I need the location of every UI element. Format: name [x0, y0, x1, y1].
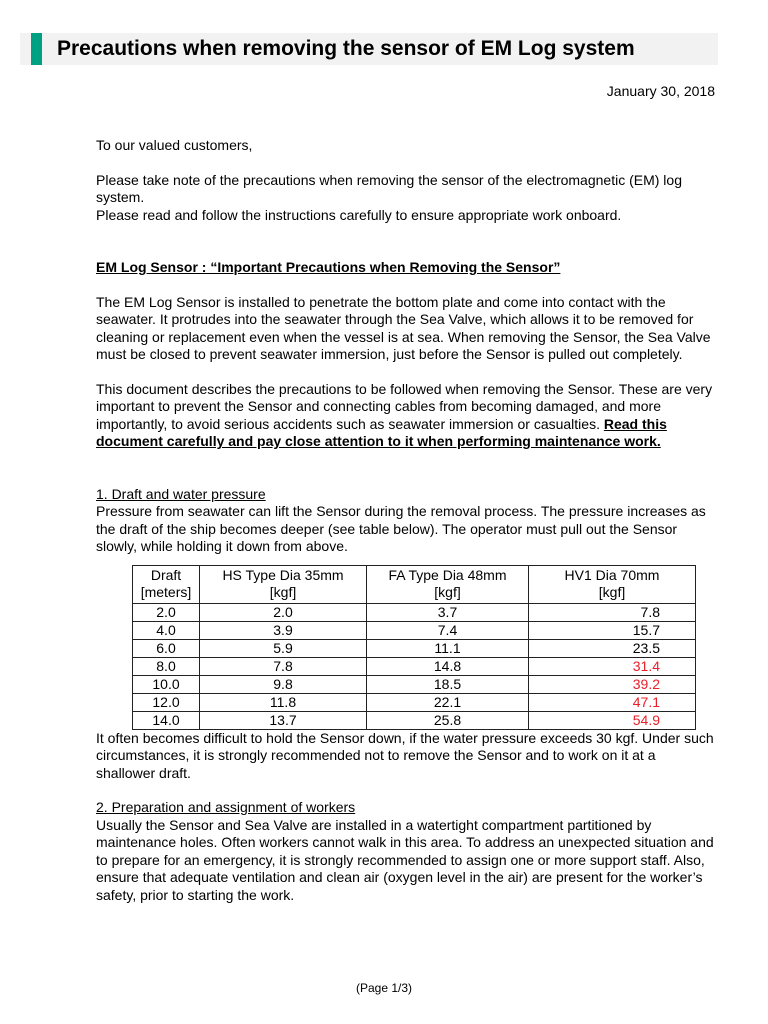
table-row	[133, 693, 696, 711]
document-body	[96, 137, 716, 904]
body-paragraph-2	[96, 381, 716, 451]
title-bar	[20, 33, 718, 65]
table-cell-hv1: 7.8	[529, 603, 696, 621]
table-cell-hs: 7.8	[200, 657, 367, 675]
table-row	[133, 639, 696, 657]
body-paragraph-2-text: This document describes the precautions to be followed when removing the Sensor. These are very important to prevent the Sensor and connecting cables from becoming damaged, and more importantly, to avoid serious accidents such as seawater immersion or casualties.	[96, 380, 713, 432]
table-row	[133, 603, 696, 621]
table-cell-hs: 2.0	[200, 603, 367, 621]
table-cell-fa: 11.1	[367, 639, 529, 657]
table-cell-hs: 9.8	[200, 675, 367, 693]
table-cell-hs: 13.7	[200, 711, 367, 729]
table-cell-draft: 2.0	[133, 603, 200, 621]
table-cell-fa: 3.7	[367, 603, 529, 621]
table-cell-fa: 25.8	[367, 711, 529, 729]
table-cell-hv1: 15.7	[529, 621, 696, 639]
table-cell-draft: 6.0	[133, 639, 200, 657]
table-cell-draft: 8.0	[133, 657, 200, 675]
table-row	[133, 675, 696, 693]
section-2-heading: 2. Preparation and assignment of workers	[96, 799, 356, 815]
page-number: (Page 1/3)	[355, 981, 413, 995]
page-title: Precautions when removing the sensor of EM Log system	[57, 37, 635, 60]
table-cell-hs: 3.9	[200, 621, 367, 639]
main-heading: EM Log Sensor : “Important Precautions when Removing the Sensor”	[96, 259, 561, 275]
body-paragraph-1: The EM Log Sensor is installed to penetrate the bottom plate and come into contact with the seawater. It protrudes into the seawater through the Sea Valve, which allows it to be removed for cleaning or replacement even when the vessel is at sea. When removing the Sensor, the Sea Valve must be closed to prevent seawater immersion, just before the Sensor is pulled out completely.	[96, 293, 711, 362]
table-header-hv1: HV1 Dia 70mm [kgf]	[529, 565, 696, 603]
table-cell-draft: 12.0	[133, 693, 200, 711]
table-cell-hv1-highlighted: 39.2	[529, 675, 696, 693]
title-accent-bar	[31, 33, 42, 65]
section-1-text: Pressure from seawater can lift the Sensor during the removal process. The pressure increases as the draft of the ship becomes deeper (see table below). The operator must pull out the Sensor slowly, while holding it down from above.	[96, 503, 706, 554]
intro-paragraph-1: Please take note of the precautions when removing the sensor of the electromagnetic (EM) log system.	[96, 171, 682, 205]
draft-pressure-table	[132, 565, 696, 730]
table-cell-hv1: 23.5	[529, 639, 696, 657]
table-cell-hs: 5.9	[200, 639, 367, 657]
table-cell-fa: 22.1	[367, 693, 529, 711]
body-paragraph-2-emphasis: Read this document carefully and pay close attention to it when performing maintenance work.	[96, 415, 667, 449]
table-cell-fa: 14.8	[367, 657, 529, 675]
document-date: January 30, 2018	[606, 83, 715, 99]
table-cell-draft: 4.0	[133, 621, 200, 639]
table-row	[133, 711, 696, 729]
table-row	[133, 621, 696, 639]
table-header-fa-type: FA Type Dia 48mm [kgf]	[367, 565, 529, 603]
table-row	[133, 657, 696, 675]
table-header-row	[133, 565, 696, 603]
section-2-text: Usually the Sensor and Sea Valve are installed in a watertight compartment partitioned by maintenance holes. Often workers cannot walk in this area. To address an unexpected situation and to prepare for an emergency, it is strongly recommended to assign one or more support staff. Also, ensure that adequate ventilation and clean air (oxygen level in the air) are present for the worker’s safety, prior to starting the work.	[96, 816, 714, 903]
greeting: To our valued customers,	[96, 137, 253, 153]
section-1-heading: 1. Draft and water pressure	[96, 485, 266, 502]
table-header-draft: Draft [meters]	[133, 565, 200, 603]
table-cell-draft: 10.0	[133, 675, 200, 693]
table-header-hs-type: HS Type Dia 35mm [kgf]	[200, 565, 367, 603]
table-cell-hv1-highlighted: 47.1	[529, 693, 696, 711]
table-cell-fa: 7.4	[367, 621, 529, 639]
table-cell-hv1-highlighted: 31.4	[529, 657, 696, 675]
intro-paragraph-2: Please read and follow the instructions carefully to ensure appropriate work onboard.	[96, 206, 622, 223]
table-cell-fa: 18.5	[367, 675, 529, 693]
table-cell-draft: 14.0	[133, 711, 200, 729]
table-cell-hv1-highlighted: 54.9	[529, 711, 696, 729]
section-1-after-table: It often becomes difficult to hold the Sensor down, if the water pressure exceeds 30 kgf. Under such circumstances, it is strongly recommended not to remove the Sensor and to work on it at a shallower draft.	[96, 729, 714, 781]
table-cell-hs: 11.8	[200, 693, 367, 711]
